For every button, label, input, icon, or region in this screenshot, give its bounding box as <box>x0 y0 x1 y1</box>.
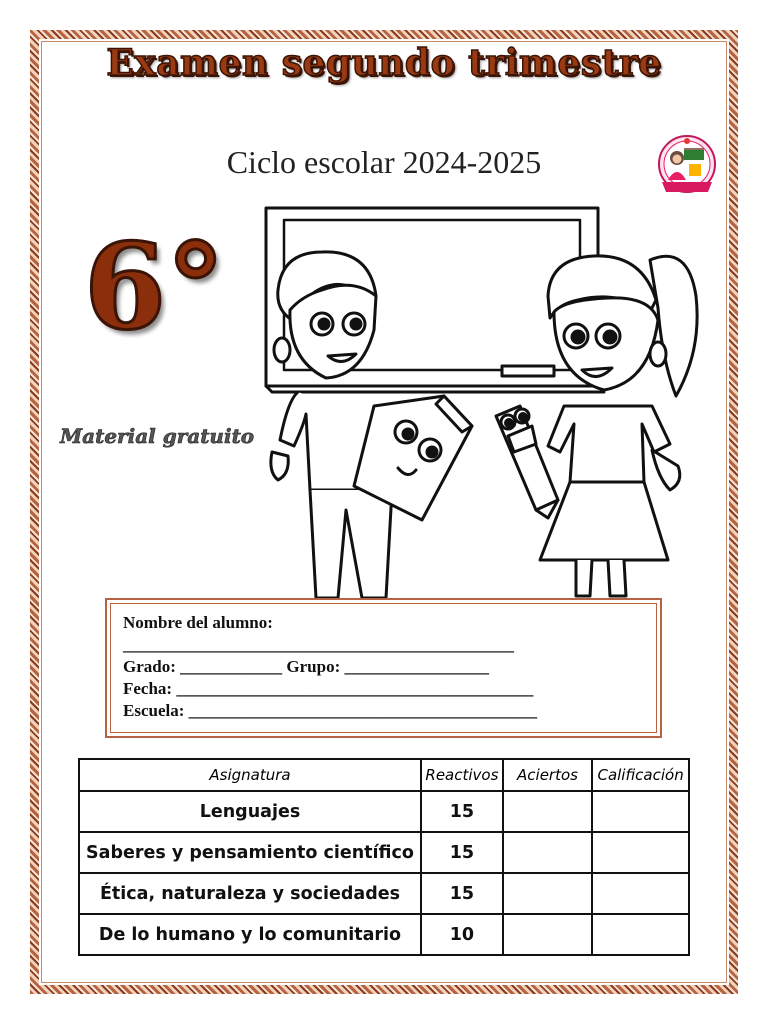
subject-cell: Saberes y pensamiento científico <box>79 832 421 873</box>
table-row <box>79 914 689 955</box>
calificacion-cell[interactable] <box>592 914 689 955</box>
header-reactivos: Reactivos <box>421 759 503 791</box>
reactivos-cell: 15 <box>421 873 503 914</box>
aciertos-cell[interactable] <box>503 832 592 873</box>
grade-line[interactable]: ____________ <box>180 657 283 676</box>
student-name-row[interactable] <box>123 612 644 634</box>
header-aciertos: Aciertos <box>503 759 592 791</box>
group-line[interactable]: _________________ <box>344 657 489 676</box>
grade-label: Grado: <box>123 657 176 676</box>
school-year-subtitle: Ciclo escolar 2024-2025 <box>226 144 542 180</box>
school-line[interactable]: _________________________________________ <box>188 701 538 720</box>
header-asignatura: Asignatura <box>79 759 421 791</box>
aciertos-cell[interactable] <box>503 791 592 832</box>
aciertos-cell[interactable] <box>503 873 592 914</box>
students-chalkboard-illustration <box>258 200 708 600</box>
subject-cell: De lo humano y lo comunitario <box>79 914 421 955</box>
grade-number: 6° <box>84 217 226 356</box>
student-name-line[interactable]: ______________________________________________ <box>123 635 514 654</box>
table-row <box>79 791 689 832</box>
calificacion-cell[interactable] <box>592 832 689 873</box>
page-title: Examen segundo trimestre <box>106 42 662 84</box>
free-material-tagline: Material gratuito <box>60 424 255 448</box>
date-label: Fecha: <box>123 679 173 698</box>
reactivos-cell: 10 <box>421 914 503 955</box>
reactivos-cell: 15 <box>421 832 503 873</box>
reactivos-cell: 15 <box>421 791 503 832</box>
subjects-table <box>78 758 690 956</box>
school-label: Escuela: <box>123 701 185 720</box>
student-info-box <box>105 598 662 738</box>
table-header-row <box>79 759 689 791</box>
subject-cell: Ética, naturaleza y sociedades <box>79 873 421 914</box>
grade-group-row[interactable] <box>123 656 644 678</box>
subject-cell: Lenguajes <box>79 791 421 832</box>
table-row <box>79 873 689 914</box>
group-label: Grupo: <box>286 657 341 676</box>
calificacion-cell[interactable] <box>592 873 689 914</box>
header-calificacion: Calificación <box>592 759 689 791</box>
date-line[interactable]: __________________________________________ <box>176 679 534 698</box>
student-name-label: Nombre del alumno: <box>123 613 273 632</box>
calificacion-cell[interactable] <box>592 791 689 832</box>
aciertos-cell[interactable] <box>503 914 592 955</box>
school-row[interactable] <box>123 700 644 722</box>
table-row <box>79 832 689 873</box>
date-row[interactable] <box>123 678 644 700</box>
teacher-logo-icon <box>656 134 718 200</box>
